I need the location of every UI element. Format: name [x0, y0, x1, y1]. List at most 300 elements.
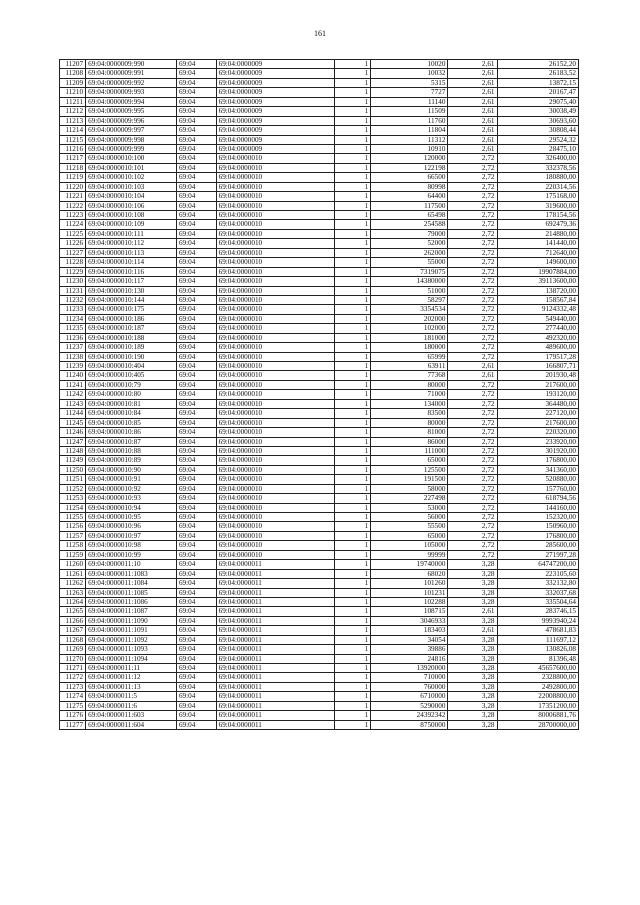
table-row: [60, 97, 579, 106]
cadastral-value-cell: 176800,00: [497, 531, 579, 540]
table-row: [60, 550, 579, 559]
count-cell: 1: [334, 211, 371, 220]
table-row: [60, 116, 579, 125]
table-row: [60, 682, 579, 691]
cadastral-number-cell: 69:04:0000010:92: [86, 484, 177, 493]
area-cell: 65999: [371, 352, 448, 361]
table-row: [60, 560, 579, 569]
rate-cell: 2,72: [448, 314, 497, 323]
table-row: [60, 531, 579, 540]
count-cell: 1: [334, 239, 371, 248]
cadastral-number-cell: 69:04:0000010:84: [86, 409, 177, 418]
row-number-cell: 11262: [60, 579, 86, 588]
cadastral-quarter-cell: 69:04:0000009: [216, 60, 334, 69]
cadastral-number-cell: 69:04:0000010:404: [86, 362, 177, 371]
table-row: [60, 324, 579, 333]
cadastral-number-cell: 69:04:0000011:1094: [86, 654, 177, 663]
area-cell: 710000: [371, 673, 448, 682]
cadastral-number-cell: 69:04:0000010:100: [86, 154, 177, 163]
district-cell: 69:04: [176, 163, 216, 172]
count-cell: 1: [334, 163, 371, 172]
cadastral-number-cell: 69:04:0000010:109: [86, 220, 177, 229]
cadastral-quarter-cell: 69:04:0000009: [216, 116, 334, 125]
row-number-cell: 11244: [60, 409, 86, 418]
cadastral-quarter-cell: 69:04:0000009: [216, 126, 334, 135]
district-cell: 69:04: [176, 267, 216, 276]
cadastral-value-cell: 138720,00: [497, 286, 579, 295]
area-cell: 11760: [371, 116, 448, 125]
cadastral-value-cell: 217600,00: [497, 418, 579, 427]
district-cell: 69:04: [176, 116, 216, 125]
table-row: [60, 720, 579, 729]
district-cell: 69:04: [176, 673, 216, 682]
cadastral-value-cell: 332132,80: [497, 579, 579, 588]
cadastral-quarter-cell: 69:04:0000010: [216, 513, 334, 522]
row-number-cell: 11242: [60, 390, 86, 399]
district-cell: 69:04: [176, 597, 216, 606]
cadastral-value-cell: 2492800,00: [497, 682, 579, 691]
count-cell: 1: [334, 116, 371, 125]
cadastral-number-cell: 69:04:0000010:187: [86, 324, 177, 333]
row-number-cell: 11265: [60, 607, 86, 616]
count-cell: 1: [334, 484, 371, 493]
district-cell: 69:04: [176, 720, 216, 729]
cadastral-number-cell: 69:04:0000011:10: [86, 560, 177, 569]
table-row: [60, 409, 579, 418]
row-number-cell: 11235: [60, 324, 86, 333]
cadastral-quarter-cell: 69:04:0000010: [216, 154, 334, 163]
cadastral-value-cell: 217600,00: [497, 380, 579, 389]
table-row: [60, 371, 579, 380]
area-cell: 117500: [371, 201, 448, 210]
table-row: [60, 664, 579, 673]
table-row: [60, 277, 579, 286]
cadastral-quarter-cell: 69:04:0000010: [216, 314, 334, 323]
table-row: [60, 541, 579, 550]
cadastral-quarter-cell: 69:04:0000011: [216, 616, 334, 625]
cadastral-value-cell: 180880,00: [497, 173, 579, 182]
rate-cell: 3,28: [448, 635, 497, 644]
cadastral-quarter-cell: 69:04:0000010: [216, 409, 334, 418]
area-cell: 66500: [371, 173, 448, 182]
table-row: [60, 135, 579, 144]
cadastral-value-cell: 150960,00: [497, 522, 579, 531]
table-row: [60, 211, 579, 220]
cadastral-quarter-cell: 69:04:0000010: [216, 541, 334, 550]
area-cell: 99999: [371, 550, 448, 559]
rate-cell: 2,61: [448, 88, 497, 97]
count-cell: 1: [334, 305, 371, 314]
district-cell: 69:04: [176, 60, 216, 69]
row-number-cell: 11269: [60, 645, 86, 654]
cadastral-number-cell: 69:04:0000011:1090: [86, 616, 177, 625]
cadastral-value-cell: 19907884,00: [497, 267, 579, 276]
count-cell: 1: [334, 616, 371, 625]
area-cell: 111000: [371, 446, 448, 455]
area-cell: 55500: [371, 522, 448, 531]
cadastral-value-cell: 20167,47: [497, 88, 579, 97]
cadastral-number-cell: 69:04:0000011:12: [86, 673, 177, 682]
rate-cell: 2,72: [448, 390, 497, 399]
row-number-cell: 11268: [60, 635, 86, 644]
cadastral-quarter-cell: 69:04:0000010: [216, 522, 334, 531]
row-number-cell: 11243: [60, 399, 86, 408]
cadastral-value-cell: 81396,48: [497, 654, 579, 663]
cadastral-quarter-cell: 69:04:0000011: [216, 626, 334, 635]
cadastral-number-cell: 69:04:0000011:11: [86, 664, 177, 673]
count-cell: 1: [334, 597, 371, 606]
table-row: [60, 352, 579, 361]
row-number-cell: 11271: [60, 664, 86, 673]
district-cell: 69:04: [176, 531, 216, 540]
rate-cell: 2,72: [448, 192, 497, 201]
count-cell: 1: [334, 588, 371, 597]
table-row: [60, 494, 579, 503]
count-cell: 1: [334, 531, 371, 540]
area-cell: 68020: [371, 569, 448, 578]
rate-cell: 2,72: [448, 201, 497, 210]
cadastral-value-cell: 28475,10: [497, 144, 579, 153]
count-cell: 1: [334, 60, 371, 69]
rate-cell: 2,61: [448, 626, 497, 635]
row-number-cell: 11275: [60, 701, 86, 710]
rate-cell: 3,28: [448, 560, 497, 569]
table-row: [60, 192, 579, 201]
table-row: [60, 390, 579, 399]
rate-cell: 3,28: [448, 597, 497, 606]
cadastral-value-cell: 149600,00: [497, 258, 579, 267]
district-cell: 69:04: [176, 390, 216, 399]
rate-cell: 2,72: [448, 522, 497, 531]
cadastral-value-cell: 478681,83: [497, 626, 579, 635]
cadastral-value-cell: 64747200,00: [497, 560, 579, 569]
table-row: [60, 607, 579, 616]
rate-cell: 2,72: [448, 154, 497, 163]
rate-cell: 2,61: [448, 371, 497, 380]
cadastral-number-cell: 69:04:0000010:98: [86, 541, 177, 550]
count-cell: 1: [334, 220, 371, 229]
district-cell: 69:04: [176, 248, 216, 257]
cadastral-value-cell: 332378,56: [497, 163, 579, 172]
row-number-cell: 11225: [60, 229, 86, 238]
rate-cell: 2,72: [448, 409, 497, 418]
district-cell: 69:04: [176, 324, 216, 333]
area-cell: 80000: [371, 380, 448, 389]
count-cell: 1: [334, 569, 371, 578]
count-cell: 1: [334, 635, 371, 644]
row-number-cell: 11210: [60, 88, 86, 97]
cadastral-value-cell: 9124332,48: [497, 305, 579, 314]
table-row: [60, 654, 579, 663]
district-cell: 69:04: [176, 569, 216, 578]
count-cell: 1: [334, 135, 371, 144]
cadastral-quarter-cell: 69:04:0000010: [216, 390, 334, 399]
count-cell: 1: [334, 88, 371, 97]
cadastral-quarter-cell: 69:04:0000010: [216, 248, 334, 257]
cadastral-value-cell: 157760,00: [497, 484, 579, 493]
count-cell: 1: [334, 654, 371, 663]
cadastral-quarter-cell: 69:04:0000010: [216, 258, 334, 267]
district-cell: 69:04: [176, 560, 216, 569]
district-cell: 69:04: [176, 97, 216, 106]
row-number-cell: 11277: [60, 720, 86, 729]
cadastral-value-cell: 179517,28: [497, 352, 579, 361]
district-cell: 69:04: [176, 588, 216, 597]
area-cell: 39886: [371, 645, 448, 654]
district-cell: 69:04: [176, 626, 216, 635]
cadastral-value-cell: 201930,48: [497, 371, 579, 380]
row-number-cell: 11207: [60, 60, 86, 69]
cadastral-number-cell: 69:04:0000010:188: [86, 333, 177, 342]
cadastral-number-cell: 69:04:0000011:1091: [86, 626, 177, 635]
table-row: [60, 295, 579, 304]
cadastral-quarter-cell: 69:04:0000010: [216, 324, 334, 333]
cadastral-quarter-cell: 69:04:0000010: [216, 239, 334, 248]
table-row: [60, 239, 579, 248]
cadastral-number-cell: 69:04:0000011:1085: [86, 588, 177, 597]
cadastral-value-cell: 45657600,00: [497, 664, 579, 673]
cadastral-value-cell: 492320,00: [497, 333, 579, 342]
cadastral-number-cell: 69:04:0000010:86: [86, 428, 177, 437]
table-row: [60, 258, 579, 267]
count-cell: 1: [334, 664, 371, 673]
row-number-cell: 11258: [60, 541, 86, 550]
area-cell: 5290000: [371, 701, 448, 710]
table-row: [60, 673, 579, 682]
cadastral-value-cell: 178154,56: [497, 211, 579, 220]
rate-cell: 3,28: [448, 682, 497, 691]
cadastral-number-cell: 69:04:0000010:80: [86, 390, 177, 399]
cadastral-number-cell: 69:04:0000011:1083: [86, 569, 177, 578]
cadastral-value-cell: 283746,15: [497, 607, 579, 616]
count-cell: 1: [334, 343, 371, 352]
cadastral-number-cell: 69:04:0000009:990: [86, 60, 177, 69]
district-cell: 69:04: [176, 182, 216, 191]
district-cell: 69:04: [176, 173, 216, 182]
table-row: [60, 597, 579, 606]
table-row: [60, 144, 579, 153]
district-cell: 69:04: [176, 682, 216, 691]
cadastral-value-cell: 233920,00: [497, 437, 579, 446]
cadastral-number-cell: 69:04:0000010:113: [86, 248, 177, 257]
row-number-cell: 11248: [60, 446, 86, 455]
table-row: [60, 380, 579, 389]
table-row: [60, 314, 579, 323]
area-cell: 227498: [371, 494, 448, 503]
table-row: [60, 475, 579, 484]
cadastral-number-cell: 69:04:0000010:116: [86, 267, 177, 276]
cadastral-quarter-cell: 69:04:0000011: [216, 635, 334, 644]
area-cell: 202000: [371, 314, 448, 323]
cadastral-quarter-cell: 69:04:0000009: [216, 97, 334, 106]
row-number-cell: 11233: [60, 305, 86, 314]
district-cell: 69:04: [176, 78, 216, 87]
table-row: [60, 88, 579, 97]
row-number-cell: 11256: [60, 522, 86, 531]
rate-cell: 2,61: [448, 135, 497, 144]
rate-cell: 3,28: [448, 579, 497, 588]
table-row: [60, 645, 579, 654]
cadastral-value-cell: 144160,00: [497, 503, 579, 512]
cadastral-quarter-cell: 69:04:0000010: [216, 428, 334, 437]
row-number-cell: 11264: [60, 597, 86, 606]
district-cell: 69:04: [176, 428, 216, 437]
cadastral-quarter-cell: 69:04:0000011: [216, 560, 334, 569]
cadastral-quarter-cell: 69:04:0000010: [216, 163, 334, 172]
district-cell: 69:04: [176, 484, 216, 493]
row-number-cell: 11259: [60, 550, 86, 559]
cadastral-quarter-cell: 69:04:0000010: [216, 305, 334, 314]
cadastral-number-cell: 69:04:0000010:95: [86, 513, 177, 522]
cadastral-number-cell: 69:04:0000010:94: [86, 503, 177, 512]
cadastral-number-cell: 69:04:0000009:994: [86, 97, 177, 106]
area-cell: 180000: [371, 343, 448, 352]
area-cell: 13920000: [371, 664, 448, 673]
count-cell: 1: [334, 173, 371, 182]
count-cell: 1: [334, 522, 371, 531]
cadastral-value-cell: 277440,00: [497, 324, 579, 333]
cadastral-number-cell: 69:04:0000009:993: [86, 88, 177, 97]
cadastral-value-cell: 17351200,00: [497, 701, 579, 710]
row-number-cell: 11221: [60, 192, 86, 201]
district-cell: 69:04: [176, 295, 216, 304]
rate-cell: 2,61: [448, 69, 497, 78]
table-row: [60, 78, 579, 87]
table-row: [60, 182, 579, 191]
cadastral-value-cell: 220314,56: [497, 182, 579, 191]
district-cell: 69:04: [176, 352, 216, 361]
district-cell: 69:04: [176, 465, 216, 474]
cadastral-value-cell: 692479,36: [497, 220, 579, 229]
cadastral-quarter-cell: 69:04:0000010: [216, 352, 334, 361]
cadastral-value-cell: 152320,00: [497, 513, 579, 522]
row-number-cell: 11240: [60, 371, 86, 380]
cadastral-quarter-cell: 69:04:0000010: [216, 418, 334, 427]
cadastral-number-cell: 69:04:0000010:101: [86, 163, 177, 172]
cadastral-number-cell: 69:04:0000011:604: [86, 720, 177, 729]
district-cell: 69:04: [176, 239, 216, 248]
cadastral-value-cell: 489600,00: [497, 343, 579, 352]
cadastral-quarter-cell: 69:04:0000010: [216, 267, 334, 276]
count-cell: 1: [334, 692, 371, 701]
rate-cell: 3,28: [448, 664, 497, 673]
cadastral-quarter-cell: 69:04:0000010: [216, 446, 334, 455]
cadastral-value-cell: 319600,00: [497, 201, 579, 210]
area-cell: 122198: [371, 163, 448, 172]
district-cell: 69:04: [176, 513, 216, 522]
cadastral-value-cell: 111697,12: [497, 635, 579, 644]
area-cell: 63911: [371, 362, 448, 371]
area-cell: 51000: [371, 286, 448, 295]
cadastral-number-cell: 69:04:0000010:190: [86, 352, 177, 361]
row-number-cell: 11254: [60, 503, 86, 512]
area-cell: 11804: [371, 126, 448, 135]
area-cell: 760000: [371, 682, 448, 691]
rate-cell: 2,72: [448, 399, 497, 408]
row-number-cell: 11273: [60, 682, 86, 691]
row-number-cell: 11213: [60, 116, 86, 125]
district-cell: 69:04: [176, 154, 216, 163]
cadastral-quarter-cell: 69:04:0000010: [216, 229, 334, 238]
district-cell: 69:04: [176, 664, 216, 673]
cadastral-quarter-cell: 69:04:0000010: [216, 220, 334, 229]
cadastral-number-cell: 69:04:0000011:13: [86, 682, 177, 691]
count-cell: 1: [334, 97, 371, 106]
table-row: [60, 701, 579, 710]
area-cell: 10032: [371, 69, 448, 78]
count-cell: 1: [334, 579, 371, 588]
district-cell: 69:04: [176, 211, 216, 220]
row-number-cell: 11223: [60, 211, 86, 220]
area-cell: 58297: [371, 295, 448, 304]
row-number-cell: 11250: [60, 465, 86, 474]
count-cell: 1: [334, 258, 371, 267]
row-number-cell: 11222: [60, 201, 86, 210]
cadastral-value-cell: 364480,00: [497, 399, 579, 408]
cadastral-value-cell: 175168,00: [497, 192, 579, 201]
rate-cell: 2,72: [448, 182, 497, 191]
cadastral-value-cell: 39113600,00: [497, 277, 579, 286]
area-cell: 58000: [371, 484, 448, 493]
row-number-cell: 11251: [60, 475, 86, 484]
cadastral-number-cell: 69:04:0000011:603: [86, 711, 177, 720]
cadastral-quarter-cell: 69:04:0000009: [216, 107, 334, 116]
area-cell: 65000: [371, 456, 448, 465]
row-number-cell: 11218: [60, 163, 86, 172]
area-cell: 101231: [371, 588, 448, 597]
area-cell: 24392342: [371, 711, 448, 720]
count-cell: 1: [334, 314, 371, 323]
area-cell: 125500: [371, 465, 448, 474]
cadastral-value-cell: 335504,64: [497, 597, 579, 606]
count-cell: 1: [334, 456, 371, 465]
row-number-cell: 11246: [60, 428, 86, 437]
cadastral-value-cell: 712640,00: [497, 248, 579, 257]
cadastral-quarter-cell: 69:04:0000011: [216, 597, 334, 606]
cadastral-quarter-cell: 69:04:0000011: [216, 645, 334, 654]
rate-cell: 2,72: [448, 239, 497, 248]
district-cell: 69:04: [176, 135, 216, 144]
area-cell: 134000: [371, 399, 448, 408]
rate-cell: 2,72: [448, 305, 497, 314]
cadastral-value-cell: 223105,60: [497, 569, 579, 578]
cadastral-number-cell: 69:04:0000010:112: [86, 239, 177, 248]
district-cell: 69:04: [176, 362, 216, 371]
rate-cell: 2,72: [448, 163, 497, 172]
cadastral-quarter-cell: 69:04:0000010: [216, 380, 334, 389]
district-cell: 69:04: [176, 107, 216, 116]
table-row: [60, 711, 579, 720]
table-row: [60, 616, 579, 625]
cadastral-value-cell: 29524,32: [497, 135, 579, 144]
row-number-cell: 11272: [60, 673, 86, 682]
table-row: [60, 692, 579, 701]
cadastral-quarter-cell: 69:04:0000010: [216, 465, 334, 474]
row-number-cell: 11215: [60, 135, 86, 144]
rate-cell: 2,72: [448, 503, 497, 512]
area-cell: 6710000: [371, 692, 448, 701]
rate-cell: 2,61: [448, 116, 497, 125]
cadastral-quarter-cell: 69:04:0000010: [216, 192, 334, 201]
table-row: [60, 305, 579, 314]
district-cell: 69:04: [176, 201, 216, 210]
area-cell: 181000: [371, 333, 448, 342]
table-row: [60, 286, 579, 295]
cadastral-value-cell: 130826,08: [497, 645, 579, 654]
count-cell: 1: [334, 475, 371, 484]
cadastral-value-cell: 332037,68: [497, 588, 579, 597]
table-row: [60, 248, 579, 257]
